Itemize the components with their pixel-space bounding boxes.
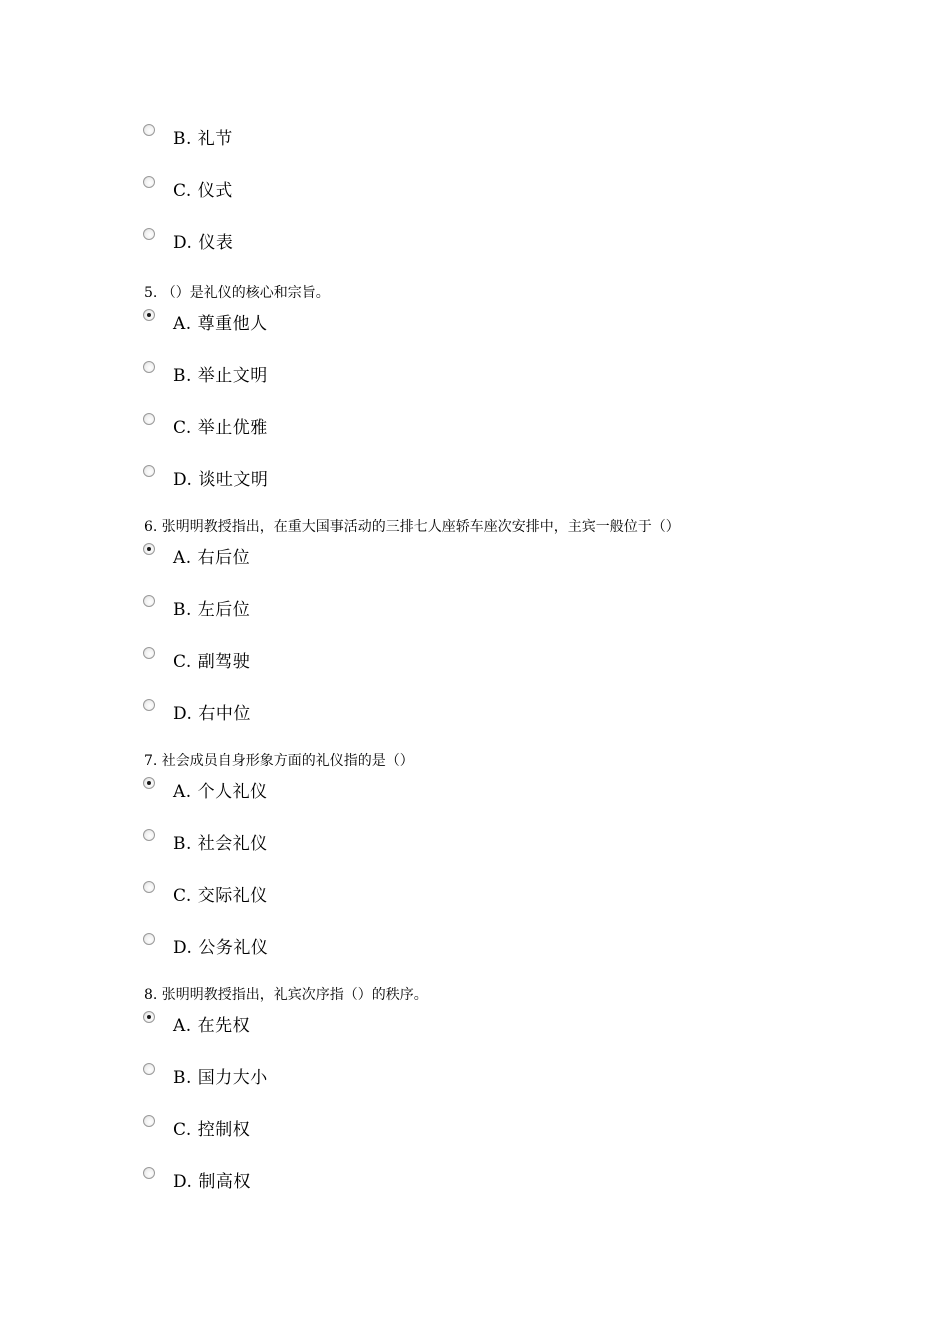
radio-button-icon[interactable]	[143, 1115, 155, 1127]
option-b[interactable]	[142, 823, 902, 875]
option-label: D. 制高权	[173, 1172, 251, 1192]
option-label: B. 国力大小	[173, 1068, 268, 1088]
radio-button-icon[interactable]	[143, 699, 155, 711]
option-label: D. 公务礼仪	[173, 938, 269, 958]
option-label: D. 右中位	[173, 704, 251, 724]
option-d[interactable]	[142, 693, 902, 745]
radio-button-icon[interactable]	[143, 1167, 155, 1179]
option-label: B. 举止文明	[173, 366, 268, 386]
radio-button-icon[interactable]	[143, 933, 155, 945]
option-b[interactable]	[142, 355, 902, 407]
question-8	[142, 985, 902, 1213]
option-label: C. 举止优雅	[173, 418, 268, 438]
radio-button-icon[interactable]	[143, 465, 155, 477]
question-5	[142, 283, 902, 511]
question-text: 6. 张明明教授指出，在重大国事活动的三排七人座轿车座次安排中，主宾一般位于（）	[144, 519, 680, 535]
radio-button-icon[interactable]	[143, 1011, 155, 1023]
radio-button-icon[interactable]	[143, 228, 155, 240]
radio-button-icon[interactable]	[143, 1063, 155, 1075]
radio-button-icon[interactable]	[143, 595, 155, 607]
question-text: 7. 社会成员自身形象方面的礼仪指的是（）	[144, 753, 414, 769]
option-a[interactable]	[142, 771, 902, 823]
option-label: C. 仪式	[173, 181, 233, 201]
option-c[interactable]	[142, 1109, 902, 1161]
option-label: D. 谈吐文明	[173, 470, 269, 490]
option-d[interactable]	[142, 1161, 902, 1213]
option-label: C. 副驾驶	[173, 652, 251, 672]
question-6	[142, 517, 902, 745]
option-label: C. 控制权	[173, 1120, 251, 1140]
option-d[interactable]	[142, 459, 902, 511]
option-a[interactable]	[142, 537, 902, 589]
option-label: D. 仪表	[173, 233, 234, 253]
option-label: A. 个人礼仪	[173, 782, 268, 802]
option-c[interactable]	[142, 641, 902, 693]
question-text: 5. （）是礼仪的核心和宗旨。	[144, 285, 330, 301]
radio-button-icon[interactable]	[143, 124, 155, 136]
option-b[interactable]	[142, 1057, 902, 1109]
question-7	[142, 751, 902, 979]
option-label: A. 尊重他人	[173, 314, 268, 334]
option-d[interactable]	[142, 927, 902, 979]
option-c[interactable]	[142, 407, 902, 459]
radio-button-icon[interactable]	[143, 647, 155, 659]
option-label: B. 左后位	[173, 600, 251, 620]
option-label: A. 在先权	[173, 1016, 251, 1036]
option-label: B. 社会礼仪	[173, 834, 268, 854]
option-label: C. 交际礼仪	[173, 886, 268, 906]
question-text: 8. 张明明教授指出，礼宾次序指（）的秩序。	[144, 987, 428, 1003]
radio-button-icon[interactable]	[143, 361, 155, 373]
radio-button-icon[interactable]	[143, 777, 155, 789]
option-b[interactable]	[142, 589, 902, 641]
radio-button-icon[interactable]	[143, 309, 155, 321]
option-a[interactable]	[142, 1005, 902, 1057]
radio-button-icon[interactable]	[143, 829, 155, 841]
radio-button-icon[interactable]	[143, 413, 155, 425]
option-c[interactable]	[142, 875, 902, 927]
option-label: A. 右后位	[173, 548, 251, 568]
option-label: B. 礼节	[173, 129, 233, 149]
radio-button-icon[interactable]	[143, 881, 155, 893]
option-a[interactable]	[142, 303, 902, 355]
radio-button-icon[interactable]	[143, 543, 155, 555]
radio-button-icon[interactable]	[143, 176, 155, 188]
